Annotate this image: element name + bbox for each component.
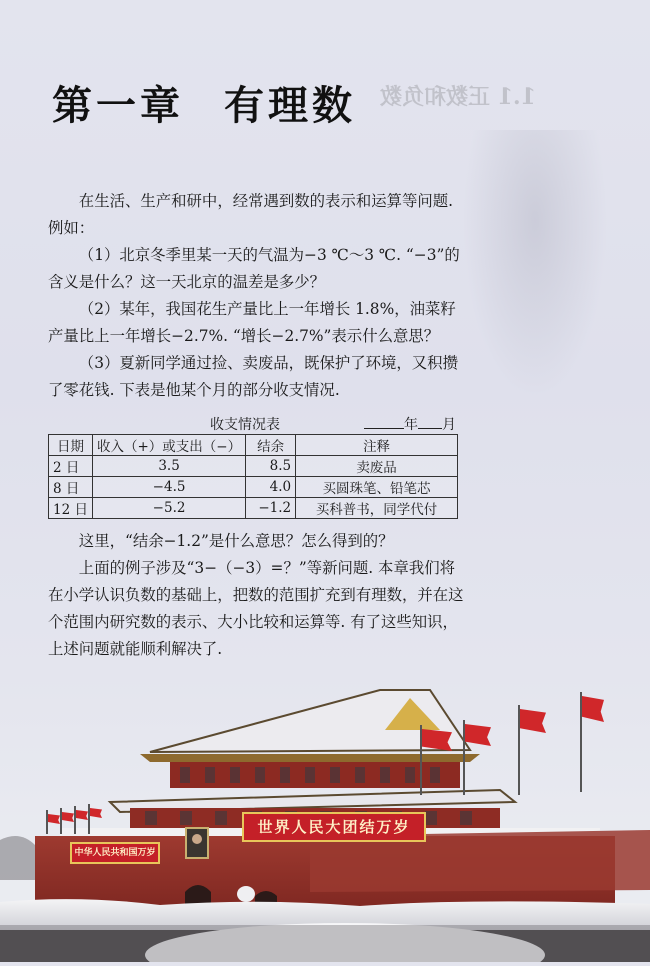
income-expense-table-block bbox=[48, 414, 458, 519]
cell-amount: −5.2 bbox=[93, 498, 246, 519]
table-date: 年 月 bbox=[364, 414, 456, 434]
header-balance: 结余 bbox=[246, 435, 296, 456]
chapter-overview: 上面的例子涉及“3−（−3）=？”等新问题. 本章我们将在小学认识负数的基础上，把数的范围扩充到有理数，并在这个范围内研究数的表示、大小比较和运算等. 有了这些知识，上述问题就能顺利解决了. bbox=[48, 559, 464, 658]
table-row bbox=[49, 477, 458, 498]
header-amount: 收入（+）或支出（−） bbox=[93, 435, 246, 456]
cell-amount: 3.5 bbox=[93, 456, 246, 477]
header-note: 注释 bbox=[296, 435, 458, 456]
chapter-title bbox=[52, 74, 356, 131]
income-expense-table bbox=[48, 434, 458, 519]
cell-note: 买科普书，同学代付 bbox=[296, 498, 458, 519]
table-caption: 收支情况表 bbox=[210, 417, 280, 433]
banner-left: 中华人民共和国万岁 bbox=[70, 842, 160, 864]
cell-balance: 8.5 bbox=[246, 456, 296, 477]
table-row bbox=[49, 498, 458, 519]
ghost-illustration bbox=[450, 130, 620, 430]
cell-date: 12 日 bbox=[49, 498, 93, 519]
intro-block bbox=[48, 188, 466, 404]
intro-paragraph: 在生活、生产和研中，经常遇到数的表示和运算等问题. 例如： bbox=[48, 192, 454, 237]
cell-note: 卖废品 bbox=[296, 456, 458, 477]
question-3: （3）夏新同学通过捡、卖废品，既保护了环境，又积攒了零花钱. 下表是他某个月的部分收支情况. bbox=[48, 354, 458, 399]
table-header-row bbox=[49, 435, 458, 456]
balance-question: 这里，“结余−1.2”是什么意思？怎么得到的？ bbox=[78, 532, 394, 550]
cell-date: 8 日 bbox=[49, 477, 93, 498]
header-date: 日期 bbox=[49, 435, 93, 456]
cell-amount: −4.5 bbox=[93, 477, 246, 498]
question-1: （1）北京冬季里某一天的气温为−3 ℃～3 ℃. “−3”的含义是什么？这一天北京的温差是多少？ bbox=[48, 246, 460, 291]
ghost-heading: 1.1 正数和负数 bbox=[380, 84, 536, 110]
cell-note: 买圆珠笔、铅笔芯 bbox=[296, 477, 458, 498]
banner-right: 世界人民大团结万岁 bbox=[242, 812, 426, 842]
table-caption-row bbox=[48, 414, 458, 434]
cell-balance: −1.2 bbox=[246, 498, 296, 519]
tiananmen-illustration bbox=[0, 640, 650, 962]
cell-date: 2 日 bbox=[49, 456, 93, 477]
tiananmen-photo bbox=[0, 640, 650, 962]
chapter-number: 第一章 bbox=[52, 83, 184, 129]
chapter-name: 有理数 bbox=[224, 83, 356, 129]
cell-balance: 4.0 bbox=[246, 477, 296, 498]
question-2: （2）某年，我国花生产量比上一年增长 1.8%，油菜籽产量比上一年增长−2.7%. “增长−2.7%”表示什么意思？ bbox=[48, 300, 456, 345]
table-row bbox=[49, 456, 458, 477]
